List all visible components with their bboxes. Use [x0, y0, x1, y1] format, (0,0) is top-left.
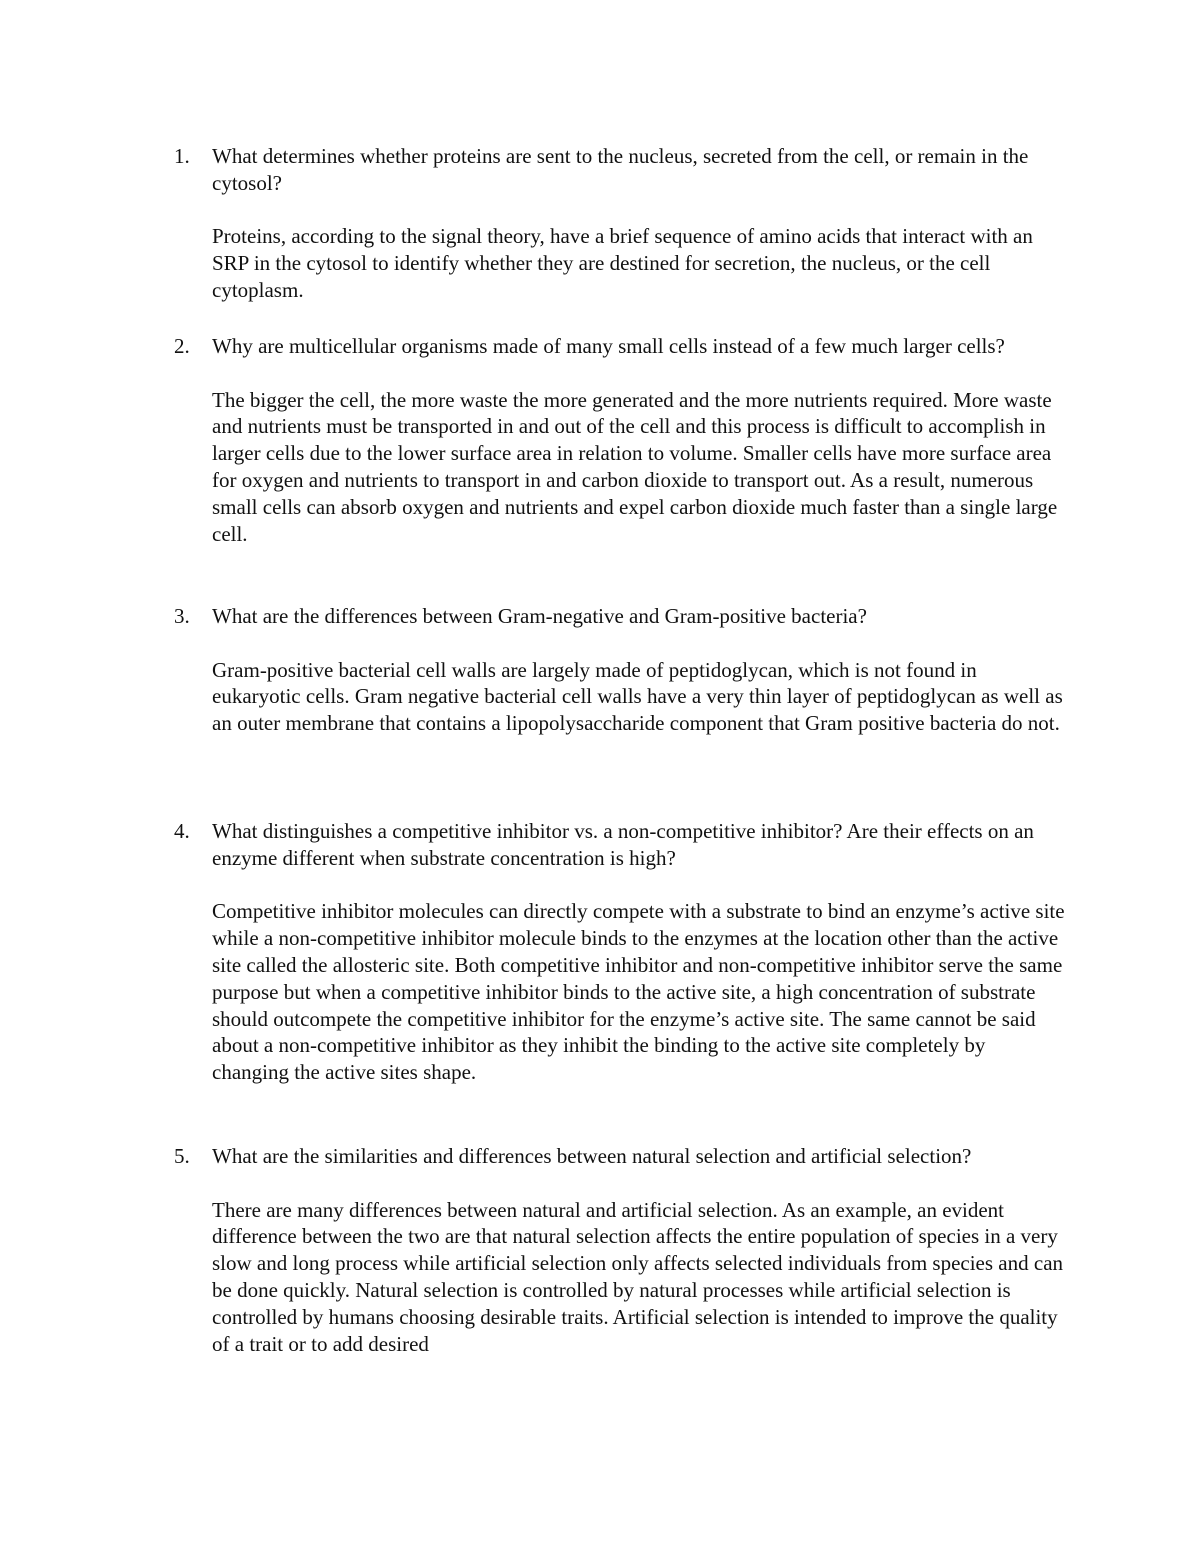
question-block-2	[174, 333, 1074, 547]
question-row	[174, 333, 1074, 360]
question-block-3	[174, 603, 1074, 737]
answer-text: There are many differences between natural and artificial selection. As an example, an evident difference between the two are that natural selection affects the entire population of species in a very slow and long process while artificial selection only affects selected individuals from species and can be done quickly. Natural selection is controlled by natural processes while artificial selection is controlled by humans choosing desirable traits. Artificial selection is intended to improve the quality of a trait or to add desired	[212, 1197, 1064, 1356]
answer-text: Gram-positive bacterial cell walls are largely made of peptidoglycan, which is not found in eukaryotic cells. Gram negative bacterial cell walls have a very thin layer of peptidoglycan as well as an outer membrane that contains a lipopolysaccharide component that Gram positive bacteria do not.	[212, 657, 1063, 736]
question-number: 1.	[174, 144, 190, 168]
question-number: 3.	[174, 604, 190, 628]
question-text: What distinguishes a competitive inhibitor vs. a non-competitive inhibitor? Are their effects on an enzyme different when substrate concentration is high?	[212, 819, 1034, 870]
question-row	[174, 603, 1074, 630]
question-row	[174, 143, 1074, 197]
question-number: 4.	[174, 819, 190, 843]
question-block-1	[174, 143, 1074, 304]
question-number: 2.	[174, 334, 190, 358]
question-block-4	[174, 818, 1074, 1086]
answer-text: Proteins, according to the signal theory, have a brief sequence of amino acids that interact with an SRP in the cytosol to identify whether they are destined for secretion, the nucleus, or the cell cytoplasm.	[212, 224, 1033, 302]
question-text: What are the similarities and differences between natural selection and artificial selection?	[212, 1144, 972, 1168]
question-row	[174, 818, 1074, 872]
question-text: What determines whether proteins are sent to the nucleus, secreted from the cell, or remain in the cytosol?	[212, 144, 1029, 195]
question-number: 5.	[174, 1144, 190, 1168]
answer-text: The bigger the cell, the more waste the more generated and the more nutrients required. More waste and nutrients must be transported in and out of the cell and this process is difficult to accomplish in larger cells due to the lower surface area in relation to volume. Smaller cells have more surface area for oxygen and nutrients to transport in and carbon dioxide to transport out. As a result, numerous small cells can absorb oxygen and nutrients and expel carbon dioxide much faster than a single large cell.	[212, 387, 1058, 546]
question-text: What are the differences between Gram-negative and Gram-positive bacteria?	[212, 604, 867, 628]
answer-text: Competitive inhibitor molecules can directly compete with a substrate to bind an enzyme’s active site while a non-competitive inhibitor molecule binds to the enzymes at the location other than the active site called the allosteric site. Both competitive inhibitor and non-competitive inhibitor serve the same purpose but when a competitive inhibitor binds to the active site, a high concentration of substrate should outcompete the competitive inhibitor for the enzyme’s active site. The same cannot be said about a non-competitive inhibitor as they inhibit the binding to the active site completely by changing the active sites shape.	[212, 899, 1065, 1085]
question-block-5	[174, 1143, 1074, 1357]
question-row	[174, 1143, 1074, 1170]
question-text: Why are multicellular organisms made of many small cells instead of a few much larger cells?	[212, 334, 1005, 358]
